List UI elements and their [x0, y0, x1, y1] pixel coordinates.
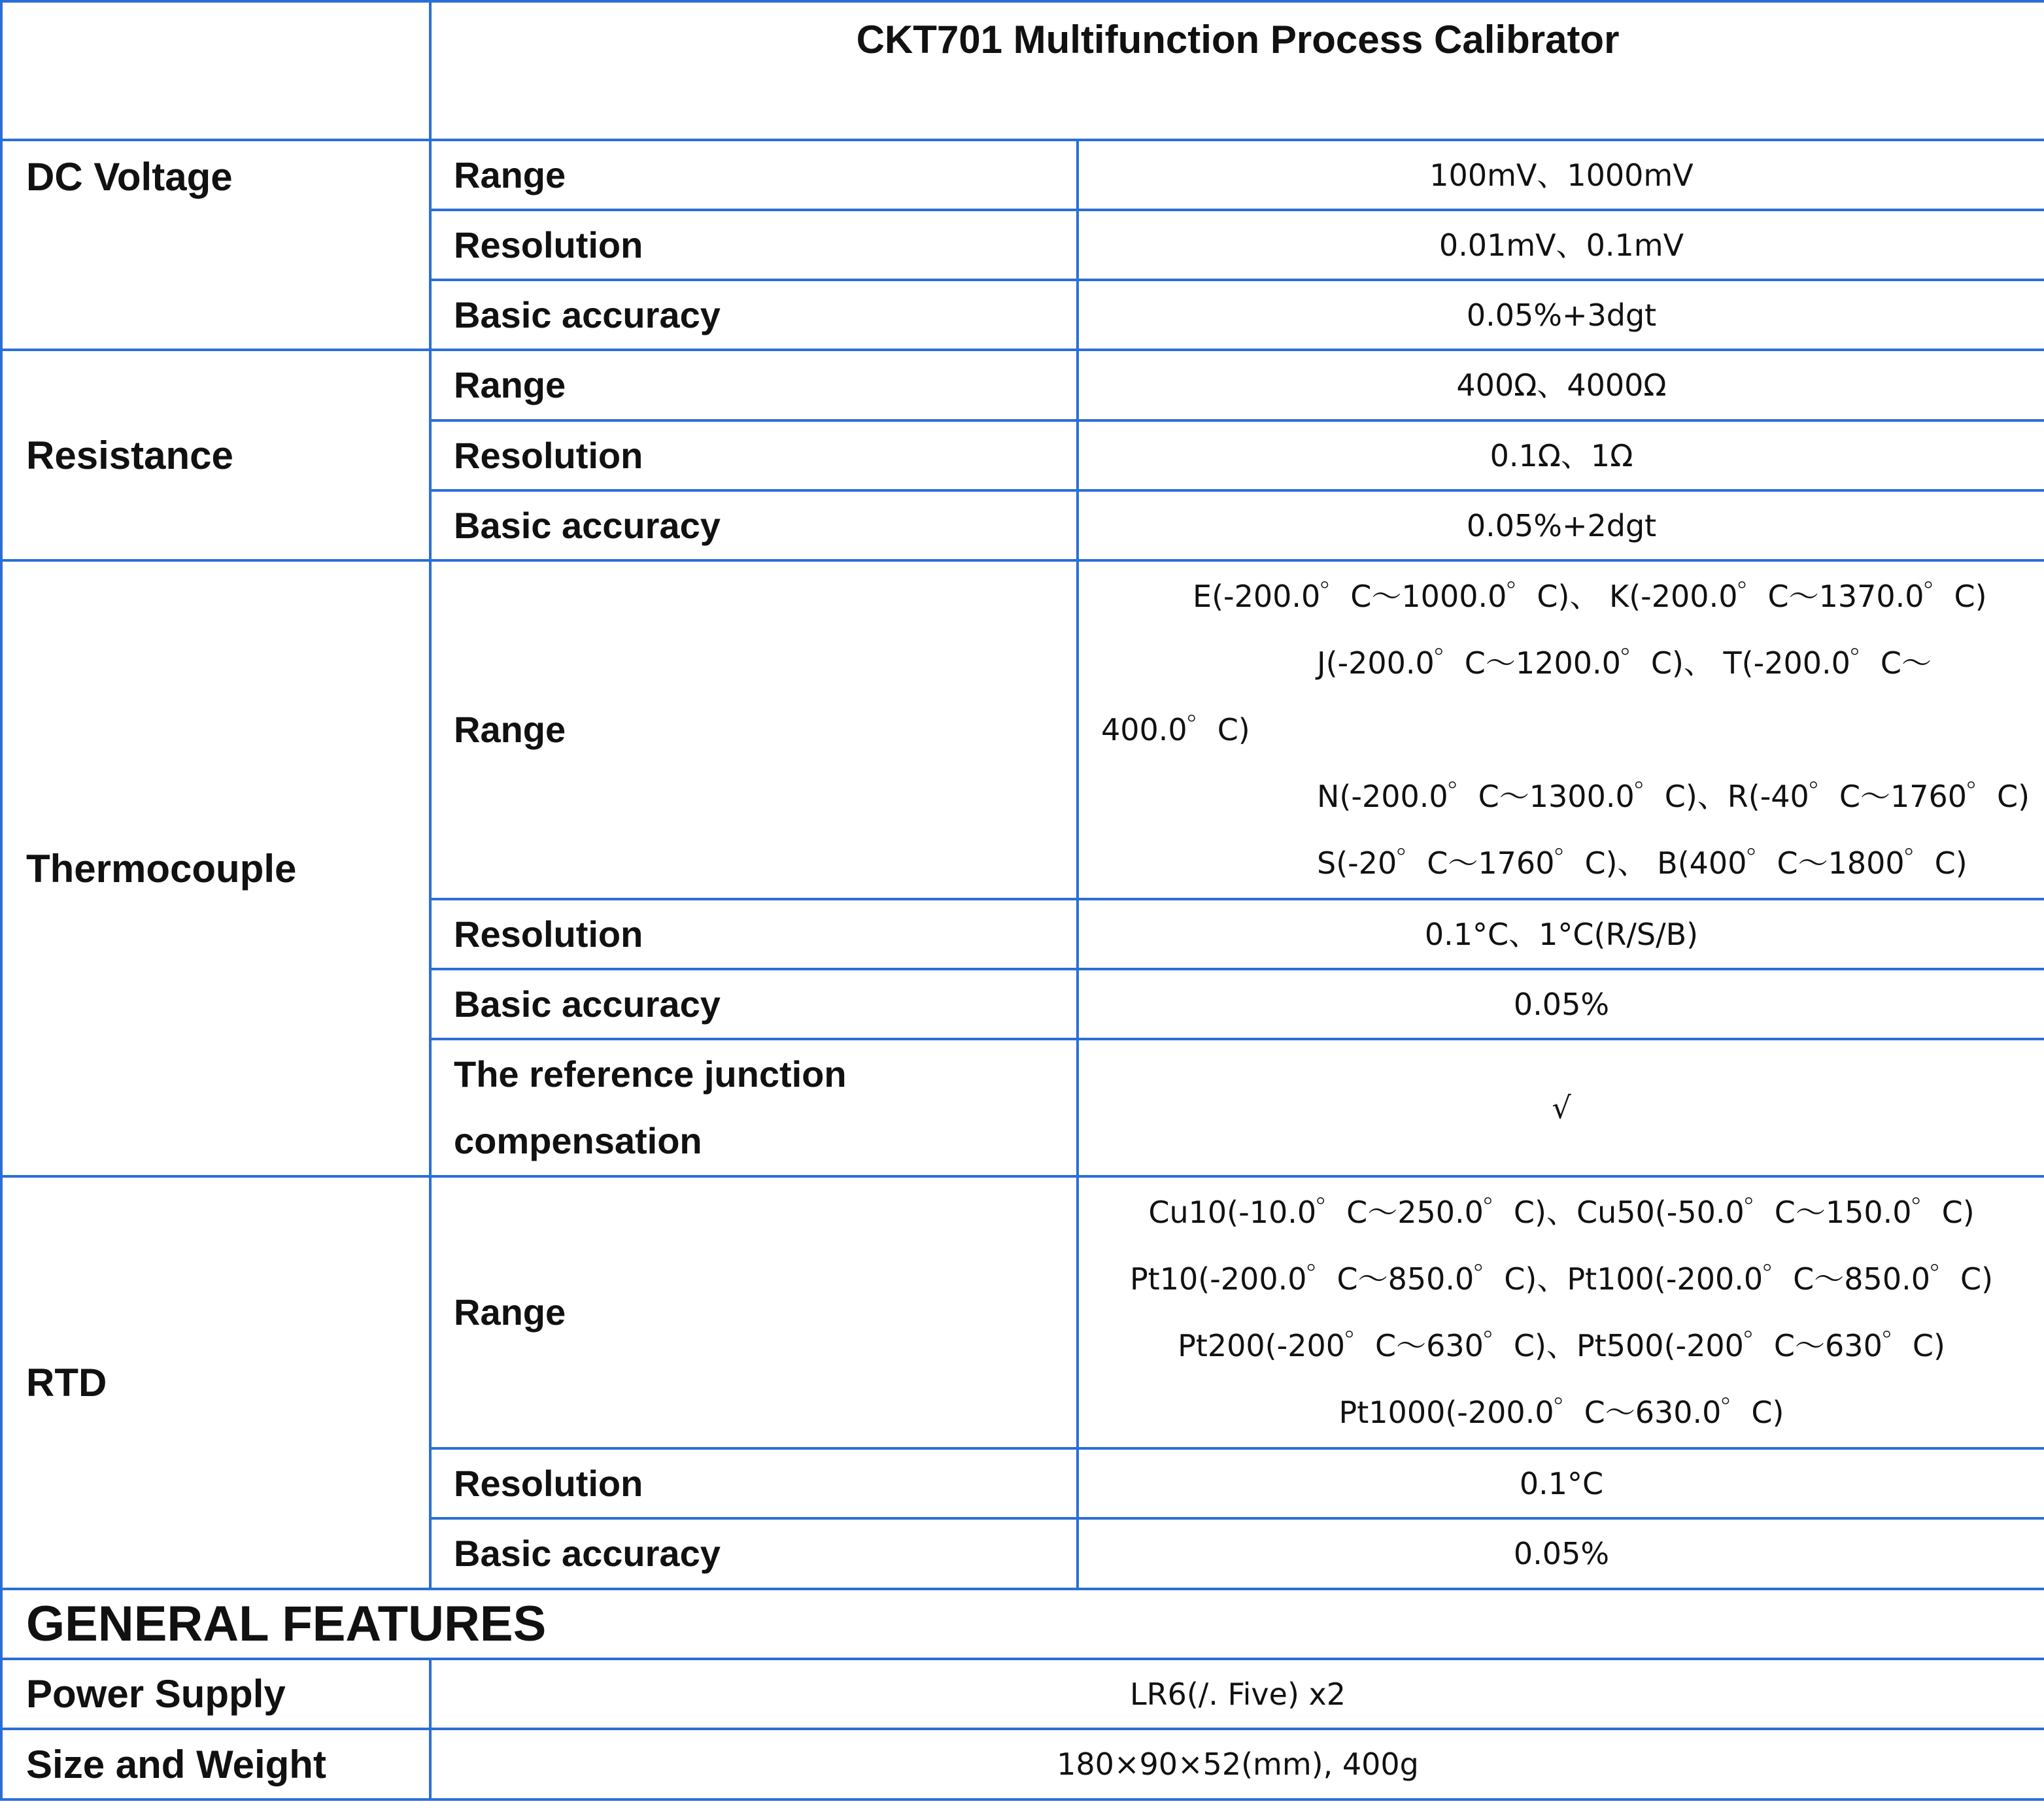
thermocouple-label: Thermocouple	[1, 560, 430, 1176]
thermocouple-range-line: N(-200.0゜C～1300.0゜C)、R(-40゜C～1760゜C)	[1317, 779, 2030, 814]
thermocouple-range-line: S(-20゜C～1760゜C)、 B(400゜C～1800゜C)	[1317, 845, 1967, 881]
resistance-accuracy: 0.05%+2dgt	[1078, 490, 2044, 560]
corner-cell	[1, 1, 430, 140]
thermocouple-range-line: J(-200.0゜C～1200.0゜C)、 T(-200.0゜C～	[1317, 645, 1932, 681]
power-supply-label: Power Supply	[1, 1659, 430, 1729]
dc-voltage-resolution-label: Resolution	[430, 210, 1078, 280]
thermocouple-accuracy-label: Basic accuracy	[430, 969, 1078, 1039]
dc-voltage-range-label: Range	[430, 140, 1078, 210]
rtd-resolution-label: Resolution	[430, 1448, 1078, 1518]
size-weight-label: Size and Weight	[1, 1729, 430, 1799]
rtd-range-line: Pt200(-200゜C～630゜C)、Pt500(-200゜C～630゜C)	[1178, 1328, 1945, 1363]
resistance-resolution-label: Resolution	[430, 420, 1078, 490]
thermocouple-range-line: 400.0゜C)	[1101, 712, 1250, 747]
resistance-label: Resistance	[1, 350, 430, 560]
resistance-resolution: 0.1Ω、1Ω	[1078, 420, 2044, 490]
resistance-range-label: Range	[430, 350, 1078, 420]
rtd-accuracy: 0.05%	[1078, 1518, 2044, 1589]
rtd-range-line: Pt10(-200.0゜C～850.0゜C)、Pt100(-200.0゜C～850.0゜C)	[1129, 1261, 1994, 1297]
rtd-resolution: 0.1°C	[1078, 1448, 2044, 1518]
rtd-range-line: Cu10(-10.0゜C～250.0゜C)、Cu50(-50.0゜C～150.0゜C)	[1148, 1195, 1975, 1230]
dc-voltage-label: DC Voltage	[1, 140, 430, 350]
rtd-range-line: Pt1000(-200.0゜C～630.0゜C)	[1338, 1395, 1784, 1430]
thermocouple-accuracy: 0.05%	[1078, 969, 2044, 1039]
thermocouple-resolution-label: Resolution	[430, 899, 1078, 969]
rtd-label: RTD	[1, 1176, 430, 1589]
thermocouple-cjc-label: The reference junction compensation	[430, 1039, 1078, 1176]
table-title: CKT701 Multifunction Process Calibrator	[430, 1, 2044, 140]
dc-voltage-resolution: 0.01mV、0.1mV	[1078, 210, 2044, 280]
thermocouple-range-label: Range	[430, 560, 1078, 899]
power-supply-value: LR6(/. Five) x2	[430, 1659, 2044, 1729]
general-features-heading: GENERAL FEATURES	[1, 1589, 2044, 1659]
thermocouple-cjc: √	[1078, 1039, 2044, 1176]
resistance-accuracy-label: Basic accuracy	[430, 490, 1078, 560]
rtd-accuracy-label: Basic accuracy	[430, 1518, 1078, 1589]
rtd-range-label: Range	[430, 1176, 1078, 1448]
dc-voltage-accuracy: 0.05%+3dgt	[1078, 280, 2044, 350]
thermocouple-range-line: E(-200.0゜C～1000.0゜C)、 K(-200.0゜C～1370.0゜C)	[1193, 579, 1987, 614]
resistance-range: 400Ω、4000Ω	[1078, 350, 2044, 420]
dc-voltage-accuracy-label: Basic accuracy	[430, 280, 1078, 350]
thermocouple-resolution: 0.1°C、1°C(R/S/B)	[1078, 899, 2044, 969]
size-weight-value: 180×90×52(mm), 400g	[430, 1729, 2044, 1799]
rtd-range	[1078, 1176, 2044, 1448]
dc-voltage-range: 100mV、1000mV	[1078, 140, 2044, 210]
thermocouple-range	[1078, 560, 2044, 899]
